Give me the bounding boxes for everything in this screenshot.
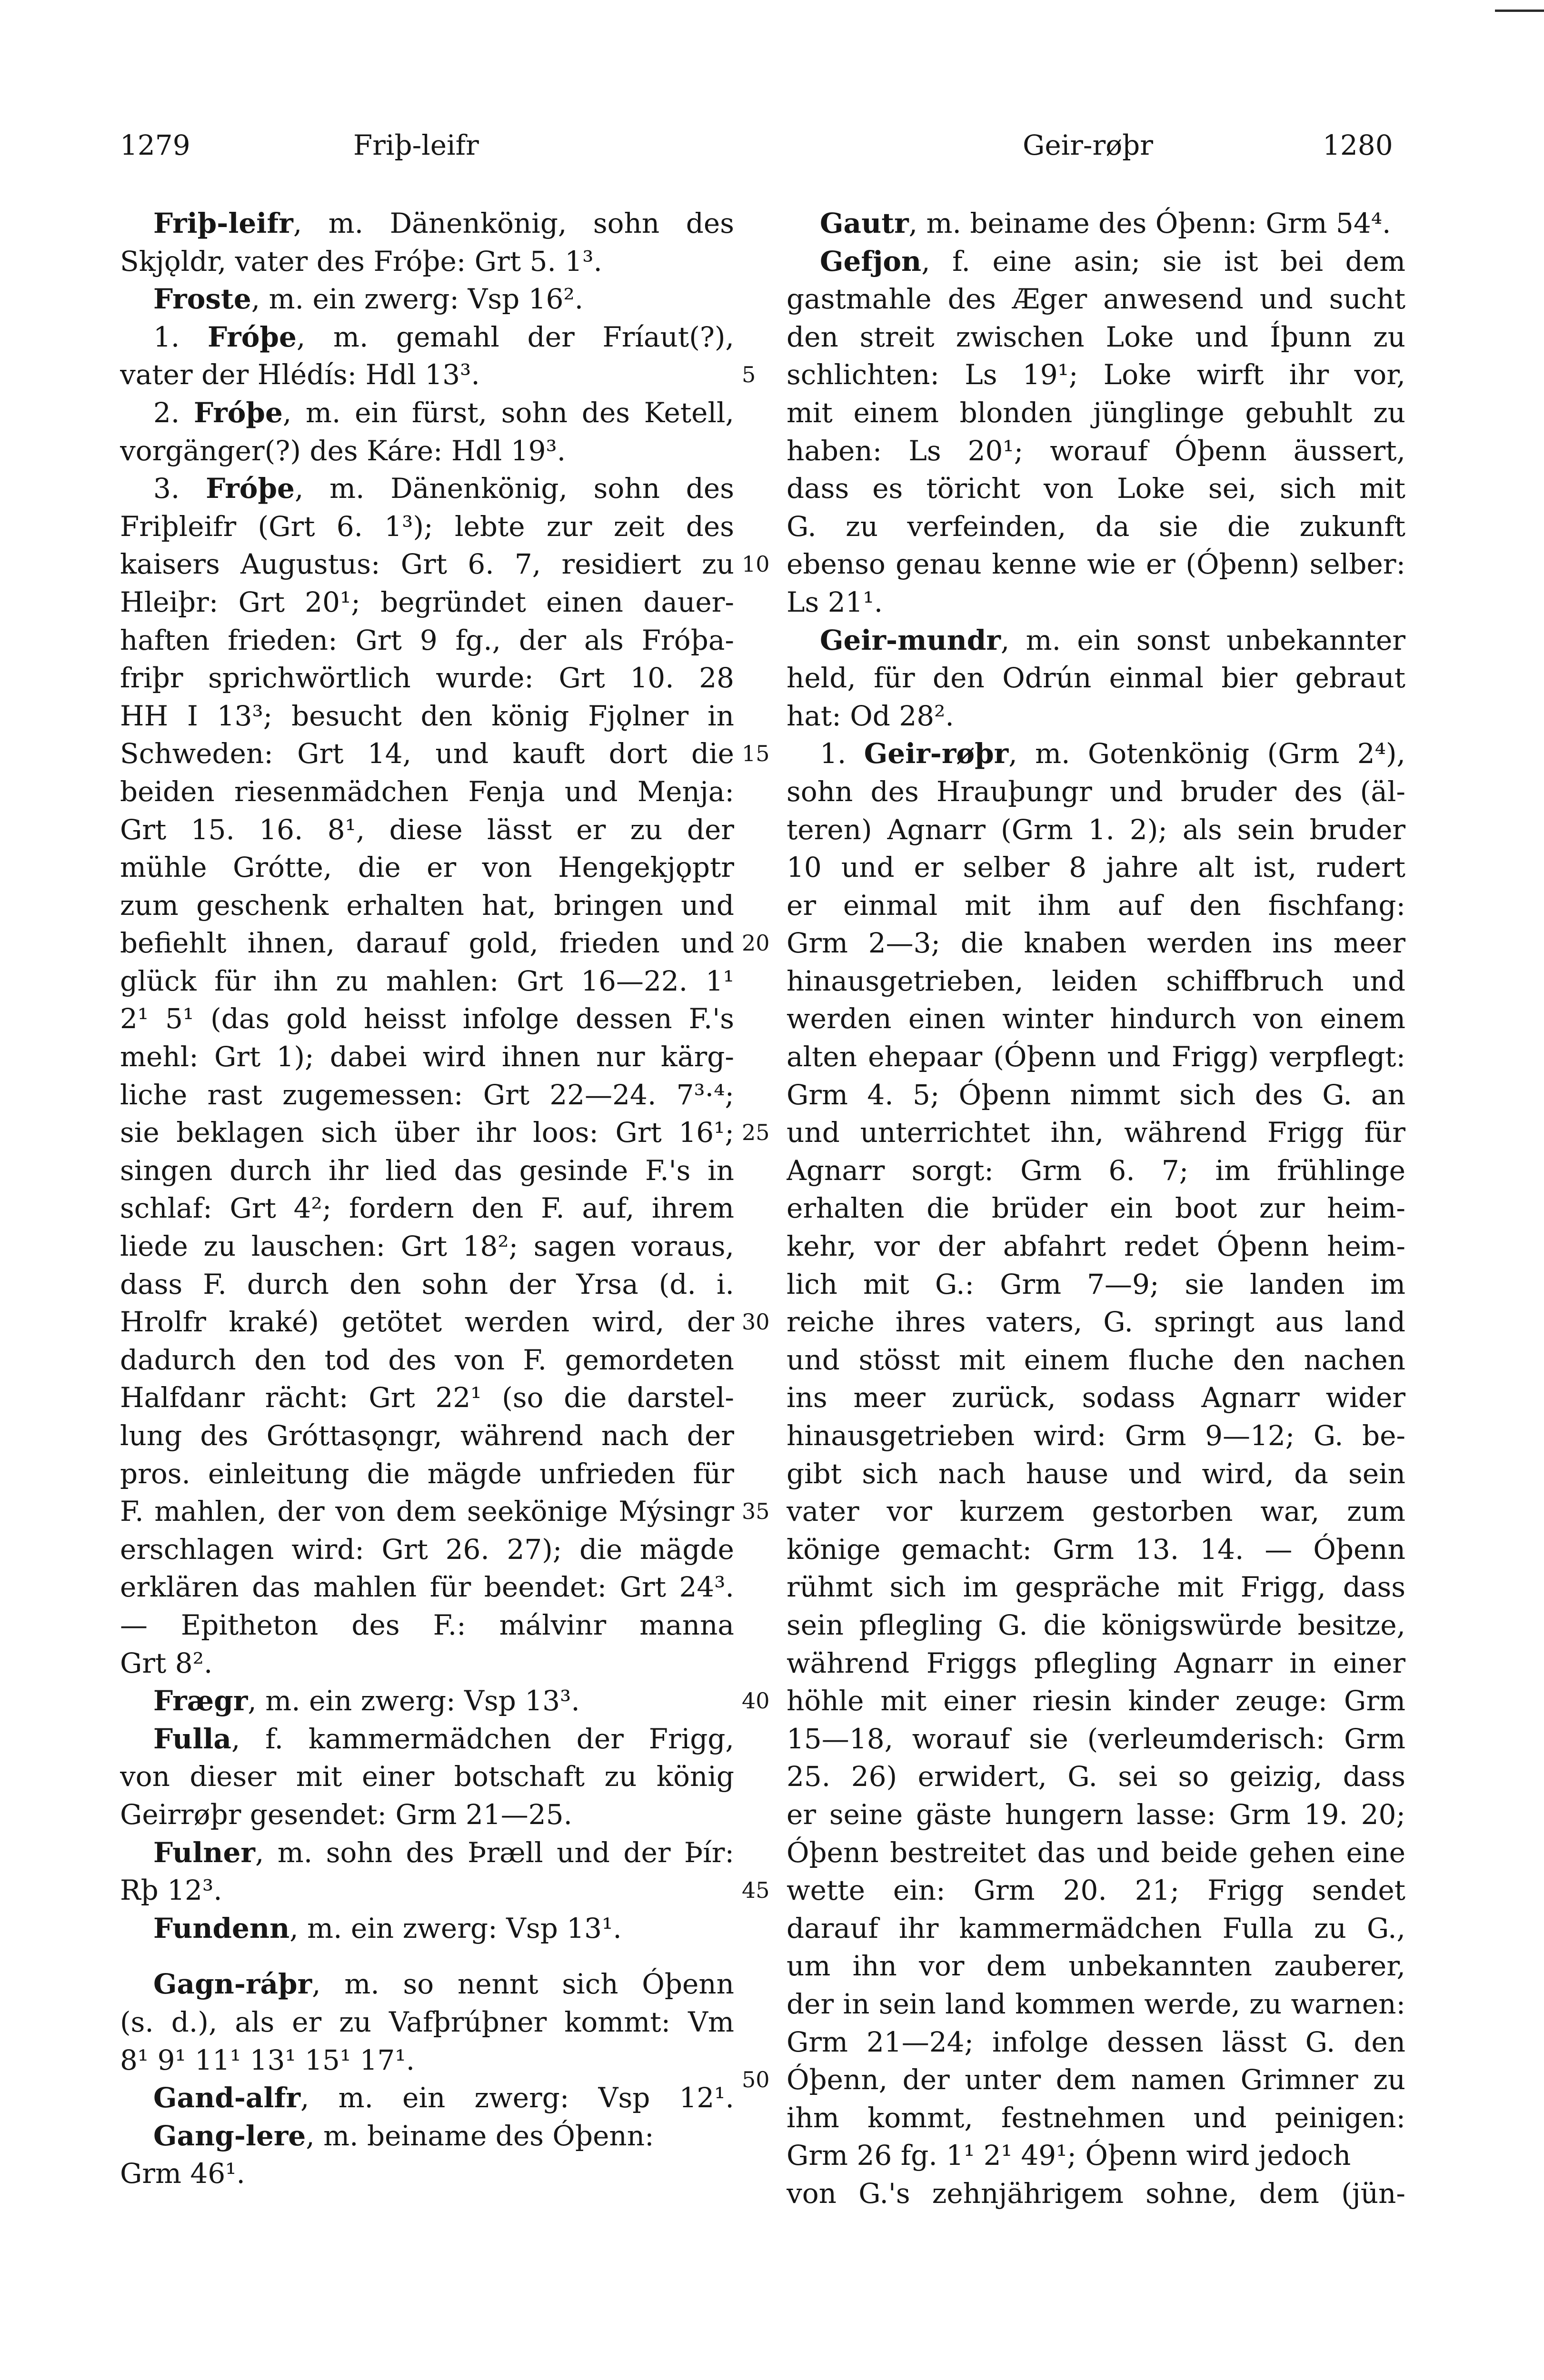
- text-line: Friþ-leifr, m. Dänenkönig, sohn des: [153, 207, 734, 239]
- text-line: Fundenn, m. ein zwerg: Vsp 13¹.: [153, 1912, 622, 1944]
- text-line: Fulner, m. sohn des Þræll und der Þír:: [153, 1836, 734, 1869]
- text-line: Geir-mundr, m. ein sonst unbekannter: [820, 624, 1405, 656]
- text-line: darauf ihr kammermädchen Fulla zu G.,: [787, 1912, 1405, 1944]
- text-line: schlaf: Grt 4²; fordern den F. auf, ihrem: [120, 1192, 734, 1225]
- text-line: kehr, vor der abfahrt redet Óþenn heim-: [787, 1230, 1405, 1263]
- text-line: teren) Agnarr (Grm 1. 2); als sein bruder: [787, 813, 1405, 846]
- text-line: während Friggs pflegling Agnarr in einer: [787, 1646, 1405, 1679]
- text-line: dadurch den tod des von F. gemordeten: [120, 1343, 734, 1376]
- text-line: Gautr, m. beiname des Óþenn: Grm 54⁴.: [820, 207, 1391, 239]
- text-line: held, für den Odrún einmal bier gebraut: [787, 662, 1405, 694]
- line-number: 30: [742, 1309, 770, 1335]
- text-line: (s. d.), als er zu Vafþrúþner kommt: Vm: [120, 2005, 734, 2038]
- text-line: rühmt sich im gespräche mit Frigg, dass: [787, 1571, 1405, 1604]
- text-line: 1. Fróþe, m. gemahl der Fríaut(?),: [153, 320, 734, 353]
- text-line: 2. Fróþe, m. ein fürst, sohn des Ketell,: [153, 396, 734, 429]
- text-line: 25. 26) erwidert, G. sei so geizig, dass: [787, 1760, 1405, 1793]
- text-line: vorgänger(?) des Káre: Hdl 19³.: [120, 434, 566, 467]
- text-line: Grm 46¹.: [120, 2157, 245, 2190]
- text-line: HH I 13³; besucht den könig Fjǫlner in: [120, 699, 734, 732]
- text-line: liche rast zugemessen: Grt 22—24. 7³·⁴;: [120, 1078, 734, 1111]
- text-line: werden einen winter hindurch von einem: [787, 1002, 1405, 1035]
- text-line: — Epitheton des F.: málvinr manna: [120, 1608, 734, 1641]
- text-line: beiden riesenmädchen Fenja und Menja:: [120, 775, 734, 808]
- text-line: Gefjon, f. eine asin; sie ist bei dem: [820, 245, 1405, 278]
- text-line: Óþenn bestreitet das und beide gehen eine: [787, 1836, 1405, 1869]
- left-page-number: 1279: [120, 129, 190, 161]
- text-line: friþr sprichwörtlich wurde: Grt 10. 28: [120, 662, 734, 694]
- text-line: glück für ihn zu mahlen: Grt 16—22. 1¹: [120, 964, 734, 997]
- text-line: hinausgetrieben wird: Grm 9—12; G. be-: [787, 1419, 1405, 1452]
- text-line: 15—18, worauf sie (verleumderisch: Grm: [787, 1722, 1405, 1755]
- text-line: alten ehepaar (Óþenn und Frigg) verpflegt:: [787, 1041, 1405, 1073]
- text-line: zum geschenk erhalten hat, bringen und: [120, 889, 734, 922]
- text-line: um ihn vor dem unbekannten zauberer,: [787, 1950, 1405, 1983]
- text-line: Geirrøþr gesendet: Grm 21—25.: [120, 1798, 573, 1831]
- line-number: 35: [742, 1498, 770, 1525]
- text-line: 8¹ 9¹ 11¹ 13¹ 15¹ 17¹.: [120, 2043, 415, 2076]
- text-line: Gang-lere, m. beiname des Óþenn:: [153, 2119, 654, 2152]
- text-line: den streit zwischen Loke und Íþunn zu: [787, 320, 1405, 353]
- text-line: er einmal mit ihm auf den fischfang:: [787, 889, 1405, 922]
- text-line: Grt 8².: [120, 1646, 213, 1679]
- text-line: pros. einleitung die mägde unfrieden für: [120, 1457, 734, 1490]
- text-line: und stösst mit einem fluche den nachen: [787, 1343, 1405, 1376]
- text-line: kaisers Augustus: Grt 6. 7, residiert zu: [120, 548, 734, 581]
- text-line: 1. Geir-røþr, m. Gotenkönig (Grm 2⁴),: [820, 737, 1405, 770]
- text-line: Grm 4. 5; Óþenn nimmt sich des G. an: [787, 1078, 1405, 1111]
- line-number: 5: [742, 362, 756, 388]
- left-running-head: Friþ-leifr: [353, 129, 479, 161]
- text-line: mehl: Grt 1); dabei wird ihnen nur kärg-: [120, 1041, 734, 1073]
- right-running-head: Geir-røþr: [1023, 129, 1154, 161]
- text-line: mit einem blonden jünglinge gebuhlt zu: [787, 396, 1405, 429]
- text-line: dass es töricht von Loke sei, sich mit: [787, 472, 1405, 505]
- text-line: Froste, m. ein zwerg: Vsp 16².: [153, 283, 584, 316]
- text-line: erklären das mahlen für beendet: Grt 24³.: [120, 1571, 734, 1604]
- text-line: Halfdanr rächt: Grt 22¹ (so die darstel-: [120, 1381, 734, 1414]
- text-line: sein pflegling G. die königswürde besitze,: [787, 1608, 1405, 1641]
- text-line: dass F. durch den sohn der Yrsa (d. i.: [120, 1268, 734, 1300]
- text-line: Ls 21¹.: [787, 585, 883, 618]
- line-number: 20: [742, 930, 770, 956]
- line-number: 25: [742, 1120, 770, 1146]
- text-line: höhle mit einer riesin kinder zeuge: Grm: [787, 1685, 1405, 1717]
- text-line: 10 und er selber 8 jahre alt ist, rudert: [787, 851, 1405, 884]
- line-number: 10: [742, 551, 770, 577]
- text-line: könige gemacht: Grm 13. 14. — Óþenn: [787, 1533, 1405, 1566]
- text-line: befiehlt ihnen, darauf gold, frieden und: [120, 927, 734, 960]
- text-line: Gagn-ráþr, m. so nennt sich Óþenn: [153, 1968, 734, 2001]
- text-line: Grm 26 fg. 1¹ 2¹ 49¹; Óþenn wird jedoch: [787, 2139, 1351, 2172]
- line-number: 15: [742, 741, 770, 767]
- text-line: singen durch ihr lied das gesinde F.'s in: [120, 1154, 734, 1187]
- text-line: vater vor kurzem gestorben war, zum: [787, 1495, 1405, 1528]
- text-line: Óþenn, der unter dem namen Grimner zu: [787, 2063, 1405, 2096]
- text-line: Hrolfr kraké) getötet werden wird, der: [120, 1306, 734, 1339]
- text-line: gastmahle des Æger anwesend und sucht: [787, 283, 1405, 316]
- text-line: Rþ 12³.: [120, 1874, 222, 1907]
- text-line: Grm 2—3; die knaben werden ins meer: [787, 927, 1405, 960]
- text-line: erschlagen wird: Grt 26. 27); die mägde: [120, 1533, 734, 1566]
- text-line: Grm 21—24; infolge dessen lässt G. den: [787, 2025, 1405, 2058]
- corner-rule: [1495, 10, 1544, 12]
- text-line: von dieser mit einer botschaft zu könig: [120, 1760, 734, 1793]
- text-line: der in sein land kommen werde, zu warnen:: [787, 1987, 1405, 2020]
- text-line: 2¹ 5¹ (das gold heisst infolge dessen F.'s: [120, 1002, 734, 1035]
- text-line: Agnarr sorgt: Grm 6. 7; im frühlinge: [787, 1154, 1405, 1187]
- text-line: und unterrichtet ihn, während Frigg für: [787, 1116, 1405, 1149]
- right-column: [787, 205, 1405, 2212]
- text-line: ins meer zurück, sodass Agnarr wider: [787, 1381, 1405, 1414]
- text-line: liede zu lauschen: Grt 18²; sagen voraus,: [120, 1230, 734, 1263]
- text-line: haben: Ls 20¹; worauf Óþenn äussert,: [787, 434, 1405, 467]
- text-line: reiche ihres vaters, G. springt aus land: [787, 1306, 1405, 1339]
- text-line: vater der Hlédís: Hdl 13³.: [120, 358, 480, 391]
- text-line: gibt sich nach hause und wird, da sein: [787, 1457, 1405, 1490]
- text-line: 3. Fróþe, m. Dänenkönig, sohn des: [153, 472, 734, 505]
- right-page-number: 1280: [1323, 129, 1393, 161]
- text-line: sohn des Hrauþungr und bruder des (äl-: [787, 775, 1405, 808]
- text-line: G. zu verfeinden, da sie die zukunft: [787, 510, 1405, 543]
- text-line: Friþleifr (Grt 6. 1³); lebte zur zeit des: [120, 510, 734, 543]
- text-line: ebenso genau kenne wie er (Óþenn) selber:: [787, 548, 1405, 581]
- left-column: [120, 205, 734, 2193]
- text-line: hat: Od 28².: [787, 699, 954, 732]
- text-line: erhalten die brüder ein boot zur heim-: [787, 1192, 1405, 1225]
- text-line: lung des Gróttasǫngr, während nach der: [120, 1419, 734, 1452]
- entry-spacer: [120, 1947, 734, 1965]
- line-number: 50: [742, 2067, 770, 2093]
- line-number: 40: [742, 1688, 770, 1714]
- text-line: er seine gäste hungern lasse: Grm 19. 20;: [787, 1798, 1405, 1831]
- text-line: sie beklagen sich über ihr loos: Grt 16¹;: [120, 1116, 734, 1149]
- text-line: Gand-alfr, m. ein zwerg: Vsp 12¹.: [153, 2082, 734, 2114]
- text-line: Frægr, m. ein zwerg: Vsp 13³.: [153, 1685, 580, 1717]
- text-line: ihm kommt, festnehmen und peinigen:: [787, 2101, 1405, 2134]
- text-line: Skjǫldr, vater des Fróþe: Grt 5. 1³.: [120, 245, 602, 278]
- text-line: haften frieden: Grt 9 fg., der als Fróþa-: [120, 624, 734, 656]
- text-line: von G.'s zehnjährigem sohne, dem (jün-: [787, 2177, 1405, 2210]
- text-line: F. mahlen, der von dem seekönige Mýsingr: [120, 1495, 734, 1528]
- text-line: Hleiþr: Grt 20¹; begründet einen dauer-: [120, 585, 734, 618]
- text-line: hinausgetrieben, leiden schiffbruch und: [787, 964, 1405, 997]
- text-line: Grt 15. 16. 8¹, diese lässt er zu der: [120, 813, 734, 846]
- text-line: schlichten: Ls 19¹; Loke wirft ihr vor,: [787, 358, 1405, 391]
- line-number: 45: [742, 1877, 770, 1904]
- text-line: Fulla, f. kammermädchen der Frigg,: [153, 1722, 734, 1755]
- text-line: mühle Grótte, die er von Hengekjǫptr: [120, 851, 734, 884]
- text-line: Schweden: Grt 14, und kauft dort die: [120, 737, 734, 770]
- text-line: wette ein: Grm 20. 21; Frigg sendet: [787, 1874, 1405, 1907]
- text-line: lich mit G.: Grm 7—9; sie landen im: [787, 1268, 1405, 1300]
